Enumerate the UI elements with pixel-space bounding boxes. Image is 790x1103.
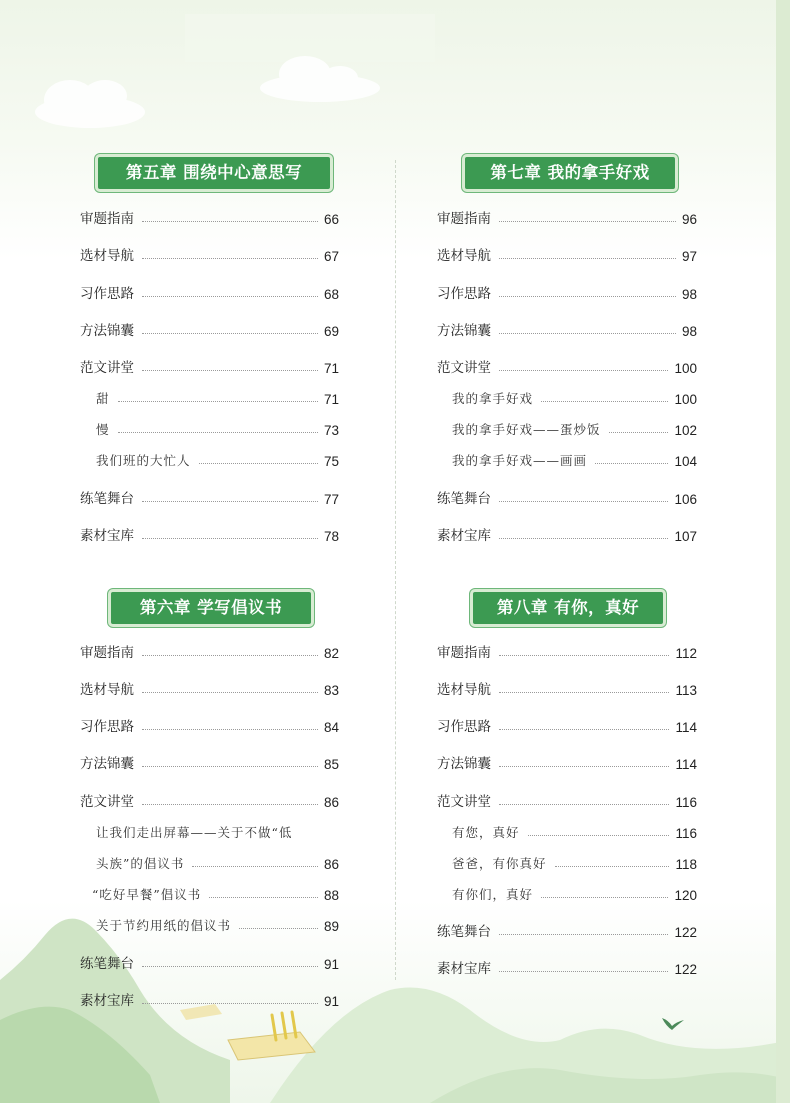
leader-dots <box>239 928 318 929</box>
leader-dots <box>499 934 668 935</box>
leader-dots <box>142 333 318 334</box>
entry-label: 审题指南 <box>437 645 491 660</box>
page-number: 85 <box>323 757 339 772</box>
leader-dots <box>499 804 669 805</box>
toc-entry[interactable] <box>80 205 339 227</box>
entry-label: 头族”的倡议书 <box>96 856 185 871</box>
leader-dots <box>499 971 668 972</box>
page-number: 91 <box>323 994 339 1009</box>
toc-entry[interactable] <box>437 713 697 735</box>
leader-dots <box>142 766 318 767</box>
toc-entry[interactable] <box>80 713 339 735</box>
page-number: 73 <box>323 423 339 438</box>
entry-label: 范文讲堂 <box>437 360 491 375</box>
toc-entry[interactable] <box>80 485 339 507</box>
leader-dots <box>142 729 318 730</box>
page-number: 116 <box>675 795 697 810</box>
leader-dots <box>142 538 318 539</box>
toc-entry[interactable] <box>80 676 339 698</box>
page-number: 116 <box>675 826 697 841</box>
page-number: 100 <box>674 392 697 407</box>
page-number: 113 <box>675 683 697 698</box>
toc-subentry[interactable] <box>96 912 339 934</box>
leader-dots <box>541 401 668 402</box>
entry-label: 审题指南 <box>80 645 134 660</box>
leader-dots <box>609 432 669 433</box>
toc-entry[interactable] <box>437 485 697 507</box>
toc-subentry[interactable] <box>452 819 697 841</box>
toc-subentry[interactable] <box>96 850 339 872</box>
page-number: 77 <box>323 492 339 507</box>
leader-dots <box>499 221 676 222</box>
leader-dots <box>142 655 318 656</box>
entry-label: 方法锦囊 <box>80 756 134 771</box>
toc-entry[interactable] <box>80 522 339 544</box>
entry-label: 范文讲堂 <box>437 794 491 809</box>
entry-label: 练笔舞台 <box>80 491 134 506</box>
leader-dots <box>142 1003 318 1004</box>
entry-label: 让我们走出屏幕——关于不做“低 <box>96 825 293 840</box>
toc-entry[interactable] <box>437 280 697 302</box>
toc-entry[interactable] <box>437 750 697 772</box>
entry-label: 选材导航 <box>80 682 134 697</box>
chapter-8-title: 第八章 有你，真好 <box>470 589 666 627</box>
leader-dots <box>528 835 670 836</box>
toc-entry[interactable] <box>437 354 697 376</box>
entry-label: 范文讲堂 <box>80 360 134 375</box>
entry-label: 方法锦囊 <box>437 756 491 771</box>
toc-entry[interactable] <box>80 750 339 772</box>
leader-dots <box>199 463 318 464</box>
toc-subentry[interactable] <box>92 881 339 903</box>
page-number: 71 <box>323 392 339 407</box>
leader-dots <box>142 692 318 693</box>
toc-entry[interactable] <box>80 317 339 339</box>
entry-label: 选材导航 <box>437 248 491 263</box>
toc-subentry[interactable] <box>452 881 697 903</box>
toc-entry[interactable] <box>437 242 697 264</box>
column-divider <box>395 160 396 980</box>
toc-entry[interactable] <box>80 987 339 1009</box>
entry-label: 关于节约用纸的倡议书 <box>96 918 232 933</box>
page-number: 122 <box>674 962 697 977</box>
entry-label: 我的拿手好戏 <box>452 391 534 406</box>
entry-label: 练笔舞台 <box>437 491 491 506</box>
toc-subentry[interactable] <box>452 850 697 872</box>
leader-dots <box>142 258 318 259</box>
page-edge-band <box>776 0 790 1103</box>
page-number: 82 <box>323 646 339 661</box>
page-number: 83 <box>323 683 339 698</box>
page-number: 100 <box>674 361 697 376</box>
entry-label: 习作思路 <box>80 719 134 734</box>
page-number: 98 <box>681 324 697 339</box>
page-number: 122 <box>674 925 697 940</box>
page-number: 67 <box>323 249 339 264</box>
page-number: 75 <box>323 454 339 469</box>
toc-subentry[interactable] <box>452 416 697 438</box>
chapter-7-title: 第七章 我的拿手好戏 <box>462 154 678 192</box>
leader-dots <box>142 804 318 805</box>
toc-entry[interactable] <box>80 639 339 661</box>
entry-label: 选材导航 <box>437 682 491 697</box>
leader-dots <box>541 897 668 898</box>
page-number: 88 <box>323 888 339 903</box>
entry-label: 方法锦囊 <box>80 323 134 338</box>
toc-entry[interactable] <box>437 205 697 227</box>
entry-label: 选材导航 <box>80 248 134 263</box>
toc-subentry[interactable] <box>452 385 697 407</box>
entry-label: 素材宝库 <box>80 528 134 543</box>
page-number: 118 <box>675 857 697 872</box>
chapter-5-title: 第五章 围绕中心意思写 <box>95 154 333 192</box>
entry-label: 习作思路 <box>437 286 491 301</box>
toc-subentry[interactable] <box>96 447 339 469</box>
entry-label: 素材宝库 <box>437 961 491 976</box>
entry-label: 爸爸，有你真好 <box>452 856 547 871</box>
leader-dots <box>499 655 669 656</box>
entry-label: 习作思路 <box>80 286 134 301</box>
leader-dots <box>142 501 318 502</box>
page-number: 102 <box>674 423 697 438</box>
toc-subentry[interactable] <box>96 416 339 438</box>
entry-label: 我的拿手好戏——蛋炒饭 <box>452 422 601 437</box>
leader-dots <box>499 370 668 371</box>
page-number: 91 <box>323 957 339 972</box>
leader-dots <box>595 463 668 464</box>
page-number: 78 <box>323 529 339 544</box>
page-number: 68 <box>323 287 339 302</box>
leader-dots <box>499 296 676 297</box>
entry-label: 有您，真好 <box>452 825 520 840</box>
toc-entry[interactable] <box>437 788 697 810</box>
leader-dots <box>142 221 318 222</box>
leader-dots <box>499 333 676 334</box>
entry-label: 我们班的大忙人 <box>96 453 191 468</box>
page-number: 120 <box>674 888 697 903</box>
leader-dots <box>142 370 318 371</box>
cloud-icon <box>35 56 380 128</box>
page-number: 89 <box>323 919 339 934</box>
page-number: 86 <box>323 795 339 810</box>
leader-dots <box>499 766 669 767</box>
leader-dots <box>118 432 318 433</box>
swallow-bird-icon <box>662 1018 684 1030</box>
toc-entry[interactable] <box>437 317 697 339</box>
toc-entry[interactable] <box>80 354 339 376</box>
toc-entry[interactable] <box>80 242 339 264</box>
entry-label: 素材宝库 <box>437 528 491 543</box>
page-number: 114 <box>675 720 697 735</box>
leader-dots <box>499 501 668 502</box>
leader-dots <box>142 966 318 967</box>
entry-label: 方法锦囊 <box>437 323 491 338</box>
entry-label: “吃好早餐”倡议书 <box>92 887 202 902</box>
page-number: 84 <box>323 720 339 735</box>
entry-label: 审题指南 <box>80 211 134 226</box>
entry-label: 素材宝库 <box>80 993 134 1008</box>
leader-dots <box>118 401 318 402</box>
toc-subentry[interactable] <box>452 447 697 469</box>
page-number: 86 <box>323 857 339 872</box>
page-number: 98 <box>681 287 697 302</box>
leader-dots <box>192 866 318 867</box>
page-number: 66 <box>323 212 339 227</box>
leader-dots <box>499 729 669 730</box>
page-number: 104 <box>674 454 697 469</box>
leader-dots <box>209 897 318 898</box>
entry-label: 有你们，真好 <box>452 887 534 902</box>
leader-dots <box>499 258 676 259</box>
leader-dots <box>499 692 669 693</box>
toc-subentry[interactable] <box>96 385 339 407</box>
page-number: 106 <box>674 492 697 507</box>
entry-label: 练笔舞台 <box>80 956 134 971</box>
toc-entry[interactable] <box>80 280 339 302</box>
page-number: 71 <box>323 361 339 376</box>
toc-entry[interactable] <box>437 918 697 940</box>
toc-entry[interactable] <box>437 639 697 661</box>
entry-label: 慢 <box>96 422 110 437</box>
toc-entry[interactable] <box>437 676 697 698</box>
page-number: 69 <box>323 324 339 339</box>
leader-dots <box>555 866 670 867</box>
page-number: 96 <box>681 212 697 227</box>
toc-entry[interactable] <box>80 950 339 972</box>
toc-entry[interactable] <box>437 955 697 977</box>
entry-label: 我的拿手好戏——画画 <box>452 453 588 468</box>
toc-entry[interactable] <box>437 522 697 544</box>
chapter-6-title: 第六章 学写倡议书 <box>108 589 314 627</box>
page-number: 114 <box>675 757 697 772</box>
entry-label: 练笔舞台 <box>437 924 491 939</box>
entry-label: 习作思路 <box>437 719 491 734</box>
entry-label: 审题指南 <box>437 211 491 226</box>
entry-label: 范文讲堂 <box>80 794 134 809</box>
toc-subentry-line1[interactable] <box>96 819 339 841</box>
page-number: 97 <box>681 249 697 264</box>
toc-entry[interactable] <box>80 788 339 810</box>
page-number: 112 <box>675 646 697 661</box>
page-number: 107 <box>674 529 697 544</box>
leader-dots <box>142 296 318 297</box>
leader-dots <box>499 538 668 539</box>
entry-label: 甜 <box>96 391 110 406</box>
